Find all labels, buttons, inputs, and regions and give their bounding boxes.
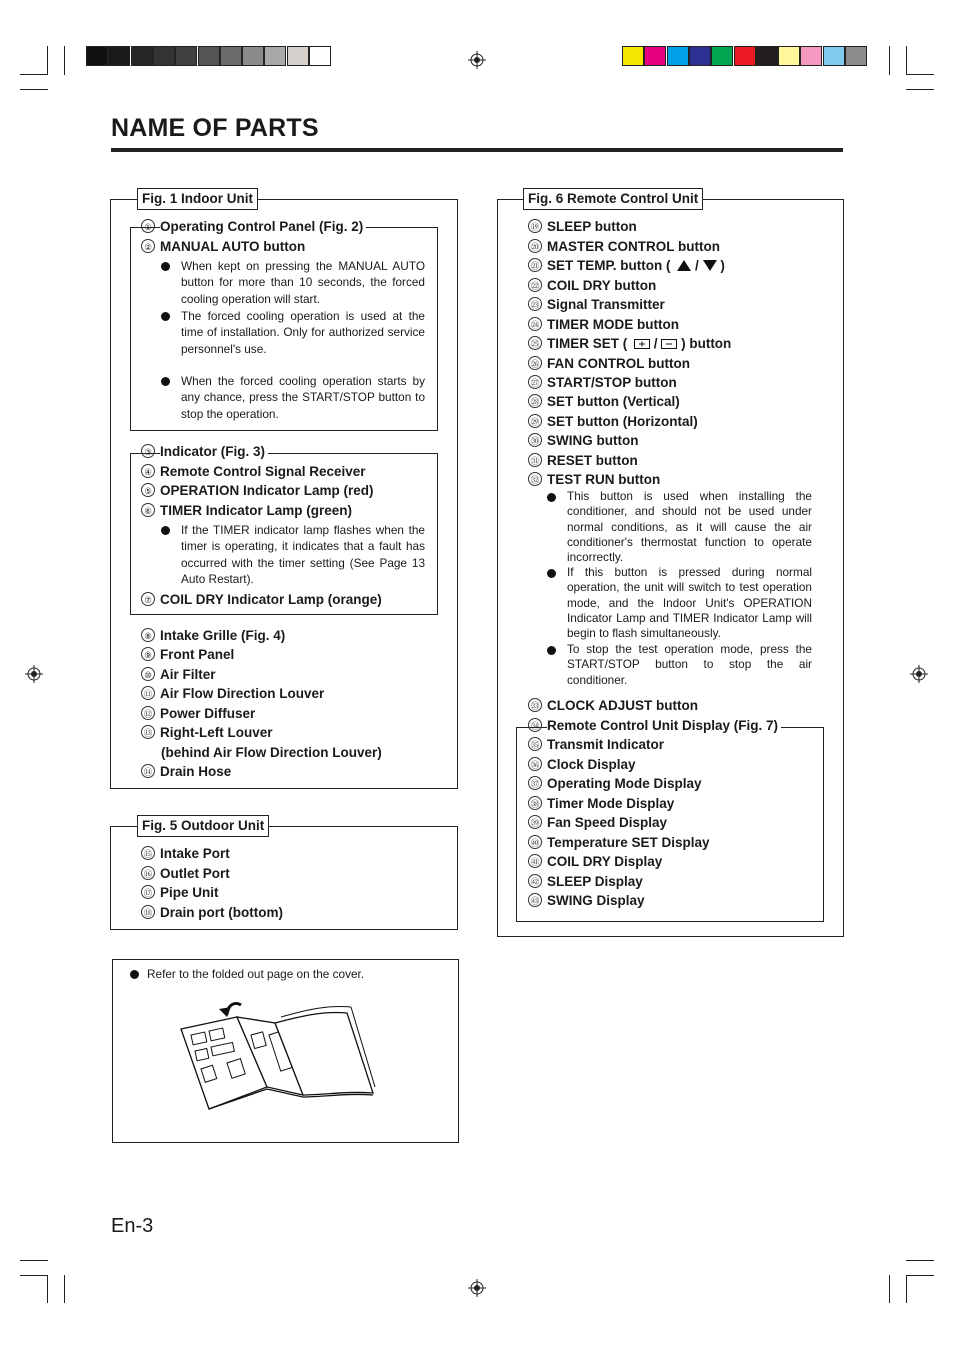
list-item: ⑰ Pipe Unit — [141, 884, 222, 902]
page-title: NAME OF PARTS — [111, 114, 319, 142]
list-item: ⑦ COIL DRY Indicator Lamp (orange) — [141, 591, 385, 609]
list-item: ㉟ Transmit Indicator — [528, 736, 667, 754]
list-item: ㉒ COIL DRY button — [528, 277, 659, 295]
color-swatch — [800, 46, 822, 66]
color-swatch — [823, 46, 845, 66]
list-item: ⑮ Intake Port — [141, 845, 233, 863]
manual-auto-note: The forced cooling operation is used at the time of installation. Only for authorized service personnel's use. — [181, 308, 425, 357]
color-swatch — [309, 46, 331, 66]
list-item: ㊳ Timer Mode Display — [528, 795, 677, 813]
list-item: ④ Remote Control Signal Receiver — [141, 463, 369, 481]
list-item: ㊸ SWING Display — [528, 892, 648, 910]
plus-button-icon — [634, 339, 650, 349]
list-item: ㉘ SET button (Vertical) — [528, 393, 683, 411]
list-item: ⑩ Air Filter — [141, 666, 219, 684]
list-item: ⑱ Drain port (bottom) — [141, 904, 286, 922]
color-swatch — [264, 46, 286, 66]
list-item: ㉗ START/STOP button — [528, 374, 680, 392]
list-item: ㊵ Temperature SET Display — [528, 834, 713, 852]
registration-mark-icon — [25, 665, 43, 683]
triangle-down-icon — [703, 260, 717, 271]
list-item: ⑧ Intake Grille (Fig. 4) — [141, 627, 288, 645]
list-item: ㊲ Operating Mode Display — [528, 775, 705, 793]
list-item: (behind Air Flow Direction Louver) — [161, 744, 385, 762]
test-run-note: If this button is pressed during normal operation, the unit will switch to test operation mode, and the Indoor Unit's OPERATION Indicator Lamp and TIMER Indicator Lamp will begin to flash simultaneously. — [567, 565, 812, 641]
refer-note: Refer to the folded out page on the cover. — [147, 966, 447, 982]
color-swatch — [175, 46, 197, 66]
manual-auto-note: When kept on pressing the MANUAL AUTO button for more than 10 seconds, the forced cooling operation will start. — [181, 258, 425, 307]
list-item: ㊱ Clock Display — [528, 756, 639, 774]
test-run-note: This button is used when installing the conditioner, and should not be used under normal conditions, as it will cause the air conditioner's thermostat function to operate incorrectly. — [567, 489, 812, 565]
list-item: ㉞ Remote Control Unit Display (Fig. 7) — [528, 717, 781, 735]
color-swatch — [220, 46, 242, 66]
list-item: ⑳ MASTER CONTROL button — [528, 238, 723, 256]
color-swatch — [86, 46, 108, 66]
list-item: ⑤ OPERATION Indicator Lamp (red) — [141, 482, 377, 500]
minus-button-icon — [661, 339, 677, 349]
list-item: ① Operating Control Panel (Fig. 2) — [141, 218, 366, 236]
fig5-label: Fig. 5 Outdoor Unit — [137, 815, 269, 837]
color-swatch — [756, 46, 778, 66]
color-swatch — [667, 46, 689, 66]
list-item: ㉙ SET button (Horizontal) — [528, 413, 701, 431]
color-swatch — [845, 46, 867, 66]
color-swatch — [734, 46, 756, 66]
title-rule — [111, 148, 843, 152]
list-item: ⑯ Outlet Port — [141, 865, 233, 883]
list-item: ㉜ TEST RUN button — [528, 471, 663, 489]
list-item: ⑭ Drain Hose — [141, 763, 234, 781]
fig6-label: Fig. 6 Remote Control Unit — [523, 188, 703, 210]
registration-mark-icon — [468, 1279, 486, 1297]
list-item: ⑲ SLEEP button — [528, 218, 640, 236]
list-item: ㉑ SET TEMP. button ( / ) — [528, 257, 725, 275]
list-item: ㉓ Signal Transmitter — [528, 296, 668, 314]
fig1-label: Fig. 1 Indoor Unit — [137, 188, 258, 210]
list-item: ㉚ SWING button — [528, 432, 641, 450]
list-item: ㉖ FAN CONTROL button — [528, 355, 693, 373]
color-swatch — [198, 46, 220, 66]
list-item: ② MANUAL AUTO button — [141, 238, 308, 256]
list-item: ㊷ SLEEP Display — [528, 873, 646, 891]
timer-note: If the TIMER indicator lamp flashes when the timer is operating, it indicates that a fault has occurred with the timer setting (See Page 13 Auto Restart). — [181, 522, 425, 588]
list-item: ㉝ CLOCK ADJUST button — [528, 697, 701, 715]
list-item: ㉕ TIMER SET ( / ) button — [528, 335, 731, 353]
list-item: ③ Indicator (Fig. 3) — [141, 443, 268, 461]
color-swatch — [778, 46, 800, 66]
color-swatch — [711, 46, 733, 66]
list-item: ㉛ RESET button — [528, 452, 641, 470]
list-item: ⑬ Right-Left Louver — [141, 724, 276, 742]
manual-auto-note: When the forced cooling operation starts by any chance, press the START/STOP button to stop the operation. — [181, 373, 425, 422]
color-swatch — [689, 46, 711, 66]
registration-mark-icon — [468, 51, 486, 69]
color-swatch — [644, 46, 666, 66]
list-item: ㉔ TIMER MODE button — [528, 316, 682, 334]
list-item: ⑥ TIMER Indicator Lamp (green) — [141, 502, 355, 520]
color-swatch — [622, 46, 644, 66]
color-swatch — [108, 46, 130, 66]
color-swatch — [242, 46, 264, 66]
list-item: ㊴ Fan Speed Display — [528, 814, 670, 832]
folded-manual-illustration — [175, 995, 380, 1115]
list-item: ㊶ COIL DRY Display — [528, 853, 665, 871]
test-run-note: To stop the test operation mode, press the START/STOP button to stop the air conditioner. — [567, 642, 812, 688]
list-item: ⑪ Air Flow Direction Louver — [141, 685, 327, 703]
page-number: En-3 — [111, 1215, 154, 1237]
color-swatch — [153, 46, 175, 66]
color-swatch — [131, 46, 153, 66]
list-item: ⑫ Power Diffuser — [141, 705, 258, 723]
triangle-up-icon — [677, 260, 691, 271]
registration-mark-icon — [910, 665, 928, 683]
color-swatch — [287, 46, 309, 66]
list-item: ⑨ Front Panel — [141, 646, 237, 664]
